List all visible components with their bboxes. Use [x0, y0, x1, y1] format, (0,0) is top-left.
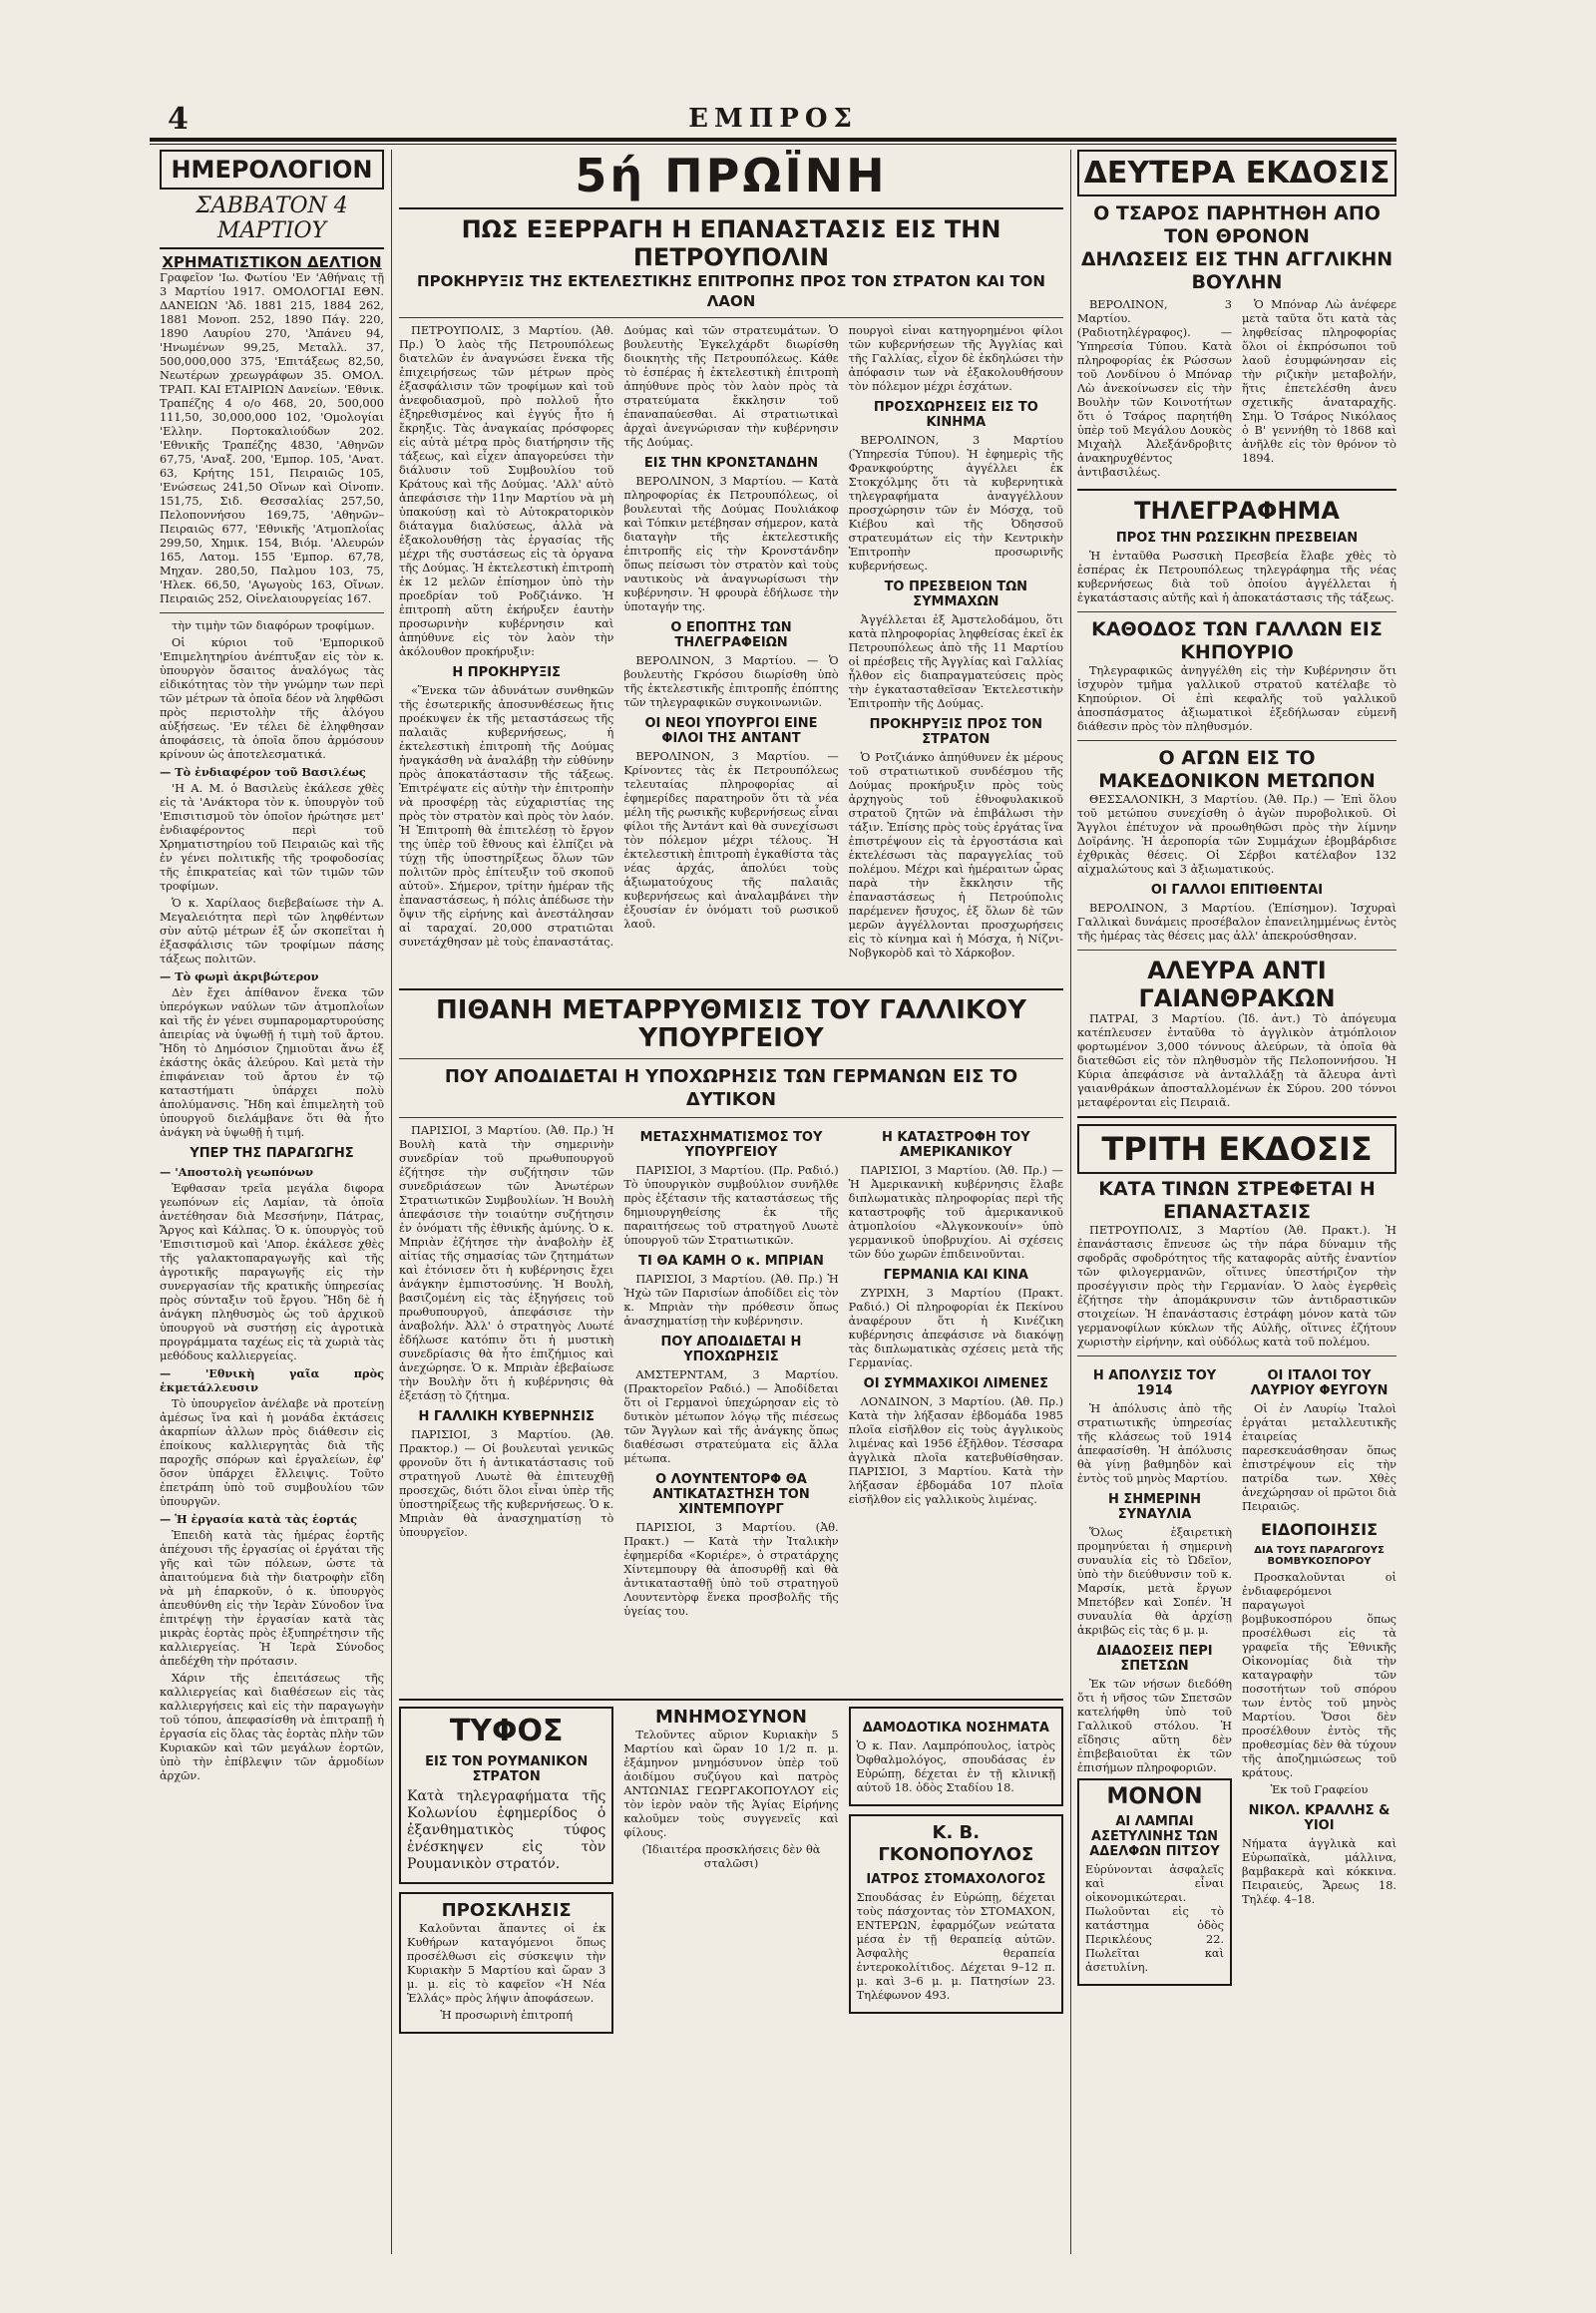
column-divider — [391, 150, 392, 2254]
lower-items — [1077, 1362, 1396, 1986]
divider — [1077, 611, 1396, 612]
article-text: Ἐκ τῶν νήσων διεδόθη ὅτι ἡ νῆσος τῶν Σπετσῶν κατελήφθη ὑπὸ τοῦ Γαλλικοῦ στόλου. Ἡ εἴδησις αὕτη δὲν ἐπιβεβαιοῦται ἐκ τῶν ἐπισήμων πληροφοριῶν. — [1077, 1678, 1232, 1774]
article-text: Σπουδάσας ἐν Εὐρώπῃ, δέχεται τοὺς πάσχοντας τὸν ΣΤΟΜΑΧΟΝ, ΕΝΤΕΡΩΝ, ἐφαρμόζων νεώτατα μέσα ἐν τῇ θεραπείᾳ αὐτῶν. Ἀσφαλὴς θεραπεία ἐντεροκολίτιδος. Δέχεται 9–12 π. μ. καὶ 3–6 μ. μ. Πατησίων 23. Τηλέφωνον 493. — [856, 1891, 1055, 2002]
divider — [1077, 1116, 1396, 1118]
tsar-subcol-1 — [1077, 298, 1232, 483]
article-text: ΒΕΡΟΛΙΝΟΝ, 3 Μαρτίου. — Κρίνοντες τὰς ἐκ Πετρουπόλεως τελευταίας πληροφορίας αἱ ἐφημερίδες παρατηροῦν ὅτι τὰ νέα μέλη τῆς ρωσικῆς κυβερνήσεως εἶναι φίλοι τῆς Ἀντάντ καὶ θὰ συνεχίσωσι τὸν πόλεμον μέχρι τέλους. Ἡ ἐκτελεστικὴ ἐπιτροπὴ ἐγκαθίστα τὰς νέας ἀρχάς, ἀπολύει τοὺς ἀξιωματούχους τῆς παλαιᾶς κυβερνήσεως καὶ ἀναλαμβάνει τὴν ἐξουσίαν ἐν ὀνόματι τοῦ ρωσικοῦ λαοῦ. — [623, 750, 839, 931]
bottom-subcol-1 — [399, 1707, 613, 2125]
article-text: ΒΕΡΟΛΙΝΟΝ, 3 Μαρτίου. — Κατὰ πληροφορίας ἐκ Πετρουπόλεως, οἱ βουλευταὶ τῆς Δούμας Πουλιάκοφ καὶ Τόπκιν μετέβησαν σήμερον, κατὰ διαταγὴν τῆς ἐκτελεστικῆς ἐπιτροπῆς εἰς τὴν Κρονστάνδην ὅπως πείσωσι τὸν στρατὸν καὶ τοὺς ναυτικοὺς νὰ ἀναγνωρίσωσι τὴν κυβέρνησιν. Ἡ φρουρὰ ἐδήλωσε τὴν ὑποταγήν της. — [623, 475, 839, 613]
article-text: Εὐρύνονται ἀσφαλεῖς καὶ εἶναι οἰκονομικώτεραι. Πωλοῦνται εἰς τὸ κατάστημα ὁδὸς Περικλέους 22. Πωλεῖται καὶ ἀσετυλίνη. — [1085, 1863, 1224, 1974]
typhus-box — [399, 1707, 613, 1884]
column-front — [399, 150, 1063, 2254]
front-subcol-1 — [399, 324, 613, 982]
article-text: πουργοὶ εἶναι κατηγορημένοι φίλοι τῶν κυβερνήσεων τῆς Ἀγγλίας καὶ τῆς Γαλλίας, εἶχον δὲ ἐκδηλώσει τὴν ἀπόφασιν των νὰ ἐξακολουθήσουν τὸν πόλεμον μέχρι ἐσχάτων. — [848, 324, 1063, 393]
article-text: Προσκαλοῦνται οἱ ἐνδιαφερόμενοι παραγωγοὶ βομβυκοσπόρου ὅπως προσέλθωσι εἰς τὰ γραφεῖα τῆς Ἐθνικῆς Οἰκονομίας διὰ τὴν καταγραφὴν τῶν ποσοτήτων τοῦ σπόρου των ἐντὸς τοῦ μηνὸς Μαρτίου. Ὅσοι δὲν προσέλθουν ἐντὸς τῆς προθεσμίας δὲν θὰ τύχουν τῆς ἀποζημιώσεως τοῦ κράτους. — [1242, 1571, 1396, 1779]
subheadline: ΠΡΟΚΗΡΥΞΙΣ ΤΗΣ ΕΚΤΕΛΕΣΤΙΚΗΣ ΕΠΙΤΡΟΠΗΣ ΠΡΟΣ ΤΟΝ ΣΤΡΑΤΟΝ ΚΑΙ ΤΟΝ ΛΑΟΝ — [417, 272, 1045, 310]
bottom-ads — [399, 1707, 1063, 2125]
article-text: ΠΑΡΙΣΙΟΙ, 3 Μαρτίου. (Ἀθ. Πρ.) — Ἡ Ἀμερικανικὴ κυβέρνησις ἔλαβε διπλωματικὰς πληροφορίας περὶ τῆς καταστροφῆς τοῦ ἀμερικανικοῦ ἀτμοπλοίου «Ἀλγκονκουίν» ὑπὸ γερμανικοῦ ὑποβρυχίου. Αἱ σχέσεις τῶν δύο χωρῶν ἐπιδεινοῦνται. — [848, 1164, 1063, 1261]
headline: ΠΙΘΑΝΗ ΜΕΤΑΡΡΥΘΜΙΣΙΣ ΤΟΥ ΓΑΛΛΙΚΟΥ ΥΠΟΥΡΓΕΙΟΥ — [436, 995, 1026, 1053]
article-text: τὴν τιμὴν τῶν διαφόρων τροφίμων. — [172, 619, 375, 632]
article-heading: Η ΠΡΟΚΗΡΥΞΙΣ — [452, 665, 562, 680]
edition-title: 5ή ΠΡΩΪΝΗ — [575, 150, 888, 202]
date-line: ΣΑΒΒΑΤΟΝ 4 ΜΑΡΤΙΟΥ — [160, 193, 384, 249]
article-text: Καλοῦνται ἅπαντες οἱ ἐκ Κυθήρων καταγόμενοι ὅπως προσέλθωσι εἰς σύσκεψιν τὴν Κυριακὴν 5 Μαρτίου καὶ ὥραν 3 μ. μ. εἰς τὸ καφεῖον «Ἡ Νέα Ἑλλάς» πρὸς λήψιν ἀποφάσεων. — [407, 1922, 606, 2005]
divider — [399, 988, 1063, 990]
invitation-box — [399, 1892, 613, 2034]
front-subcol-2 — [623, 324, 838, 982]
lamp-ad — [1077, 1778, 1232, 1986]
article-heading: — Τὸ φωμὶ ἀκριβώτερον — [160, 969, 319, 983]
signature: Ἡ προσωρινὴ ἐπιτροπή — [440, 2009, 574, 2022]
headline: Ο ΤΣΑΡΟΣ ΠΑΡΗΤΗΘΗ ΑΠΟ ΤΟΝ ΘΡΟΝΟΝ — [1093, 202, 1381, 247]
article-text: ΒΕΡΟΛΙΝΟΝ, 3 Μαρτίου. (Ραδιοτηλέγραφος). — Ὑπηρεσία Τύπου. Κατὰ πληροφορίας ἐκ Ρώσσων τοῦ Λονδίνου ὁ Μπόναρ Λὼ ἀνεκοίνωσεν εἰς τὴν Βουλὴν τῶν Κοινοτήτων ὅτι ὁ Τσάρος παρητήθη ὑπὲρ τοῦ Μεγάλου Δουκὸς Μιχαὴλ Ἀλεξάνδροβιτς ἀνακηρυχθέντος ἀντιβασιλέως. — [1077, 298, 1232, 479]
article-text: ΛΟΝΔΙΝΟΝ, 3 Μαρτίου. (Ἀθ. Πρ.) Κατὰ τὴν λήξασαν ἑβδομάδα 1985 πλοῖα εἰσῆλθον εἰς τοὺς ἀγγλικοὺς λιμένας καὶ 1956 ἐξῆλθον. Τέσσαρα ἀγγλικὰ πλοῖα κατεβυθίσθησαν. ΠΑΡΙΣΙΟΙ, 3 Μαρτίου. Κατὰ τὴν λήξασαν ἑβδομάδα 107 πλοῖα εἰσῆλθον εἰς γαλλικοὺς λιμένας. — [848, 1395, 1063, 1506]
divider — [399, 207, 1063, 209]
article-heading: ΠΟΥ ΑΠΟΔΙΔΕΤΑΙ Η ΥΠΟΧΩΡΗΣΙΣ — [660, 1335, 802, 1364]
divider — [1077, 740, 1396, 741]
article-text: Δὲν ἔχει ἀπίθανον ἕνεκα τῶν ὑπερόγκων ναύλων τῶν ἀτμοπλοΐων καὶ τῆς ἐν γένει συμπαρομαρτυρούσης ἀπειρίας νὰ ὑψωθῇ ἡ τιμὴ τοῦ ἄρτου. Ἤδη τὸ Δημόσιον ζημιοῦται ἄνω ἐξ ἑκάστης ὀκᾶς ἀλεύρου. Καὶ μετὰ τὴν ἐπιφάνειαν τοῦ ἄρτου ἐν τῷ καταστήματι ὑπάρχει πολὺ ἀπολύμανσις. Ἤδη καὶ ἐπιμελητὴ τοῦ ὑπουργοῦ διελάμβανε ὅτι θὰ ἦτο ἀνάγκη νὰ ὑψωθῇ ἡ τιμή. — [160, 986, 384, 1139]
article-text: Οἱ κύριοι τοῦ 'Εμπορικοῦ 'Επιμελητηρίου ἀνέπτυξαν εἰς τὸν κ. ὑπουργὸν ὅσαιτος ἀναλόγως τὰς εἰδικότητας τὸν τὴν γνώμην των περὶ τῶν μέτρων τὰ ὁποῖα δέον νὰ ληφθῶσι πρὸς περιστολὴν τῆς ἀλόγου αὐξήσεως. 'Εν τέλει δὲ ἐληφθησαν ἀποφάσεις, τὰ ὁποῖα ὅπου ἀρμόσουν κρίνουν ὡς ἀποτελεσματικά. — [160, 636, 384, 761]
article-heading: Κ. Β. ΓΚΟΝΟΠΟΥΛΟΣ — [878, 1822, 1034, 1865]
divider — [1077, 1355, 1396, 1356]
article-subheading: ΠΡΟΣ ΤΗΝ ΡΩΣΣΙΚΗΝ ΠΡΕΣΒΕΙΑΝ — [1115, 531, 1359, 546]
article-text: Οἱ ἐν Λαυρίῳ Ἰταλοὶ ἐργάται μεταλλευτικῆς ἐταιρείας παρεσκευάσθησαν ὅπως ἐπιστρέψουν εἰς τὴν πατρίδα των. Χθὲς ἀνεχώρησαν οἱ πρῶτοι διὰ Πειραιῶς. — [1242, 1402, 1396, 1513]
section-title: ΗΜΕΡΟΛΟΓΙΟΝ — [160, 150, 384, 190]
article-text: ΠΑΤΡΑΙ, 3 Μαρτίου. (Ἰδ. ἀντ.) Τὸ ἀπόγευμα κατέπλευσεν ἐνταῦθα τὸ ἀγγλικὸν ἀτμόπλοιον φορτωμένον 3,000 τόννους ἀλεύρων, τὰ ὁποῖα θὰ διατεθῶσι εἰς τὸν πληθυσμὸν τῆς Πελοποννήσου. Ἡ Κύρια ἀπεφάσισε νὰ ἀνταλλάξῃ τὰ ἄλευρα ἀντὶ γαιανθράκων ἀποσταλλομένων ἐκ Σύρου. 200 τόννοι μεταφέρονται εἰς Πειραιᾶ. — [1077, 1012, 1396, 1109]
article-text: Ὁ Ροτζιάνκο ἀπηύθυνεν ἐκ μέρους τοῦ στρατιωτικοῦ συνδέσμου τῆς Δούμας προκήρυξιν πρὸς τοὺς ἀρχηγοὺς τοῦ ἐθνοφυλακικοῦ στρατοῦ ζητῶν νὰ ἐπιβάλωσι τὴν τάξιν. Ἐπίσης πρὸς τοὺς ἐργάτας ἵνα ἐπιστρέψουν εἰς τὰ ἐργοστάσια καὶ ἐκτελέσωσι τὰς παραγγελίας τοῦ πολέμου. Μέχρι καὶ ἡμέραιτων ὧρας παρὰ τὴν ἔκκλησιν τῆς ἐπαναστάσεως ἡ Πετρούπολις παρέμενεν ἤσυχος, ἐξ ὅλων δὲ τῶν μερῶν ἀγγέλλονται προσχωρήσεις εἰς τὸ κίνημα καὶ ἡ Μόσχα, ἡ Νίζνι-Νοβγκορὸδ καὶ τὸ Χάρκοβον. — [848, 751, 1063, 960]
article-text: Ἐπειδὴ κατὰ τὰς ἡμέρας ἑορτῆς ἀπέχουσι τῆς ἐργασίας οἱ ἐργάται τῆς γῆς καὶ τῶν πόλεων, ὡστε τὰ ἀπαιτούμενα διὰ τὴν διατροφὴν εἴδη νὰ μὴ ἐπαρκοῦν, ὁ κ. ὑπουργὸς ἀπευθύνθη εἰς τὴν Ἱερὰν Σύνοδον ἵνα ἐπιτρέψῃ τὴν ἐργασίαν κατὰ τὰς μικρὰς ἑορτὰς πρὸς ἐξυπηρέτησιν τῆς καλλιεργείας. Ἡ Ἱερὰ Σύνοδος ἀπεδέχθη τὴν πρότασιν. — [160, 1529, 384, 1668]
article-text: ΠΕΤΡΟΥΠΟΛΙΣ, 3 Μαρτίου (Ἀθ. Πρακτ.). Ἡ ἐπανάστασις ἔπνευσε ὡς τὴν πάρα δύναμιν τῆς σφοδρᾶς σφοδρότητος τῆς καταφορᾶς αὐτῆς ἐναντίον τῶν φιλογερμανῶν, οἵτινες ὑπεστήριζον τὴν προσέγγισιν πρὸς τὴν Γερμανίαν. Ὁ λαὸς ἐγερθεὶς ἐζήτησε τὴν ἀπομάκρυνσιν τῶν ἀντιδραστικῶν στοιχείων. Ἡ ἐπανάστασις ἐστράφη μόνον κατὰ τῶν γερμανοφίλων κύκλων τῆς Αὐλῆς, οἵτινες ἐζήτουν χωριστὴν εἰρήνην, καὶ οὐδόλως κατὰ τοῦ πολέμου. — [1077, 1224, 1396, 1349]
article-text: Ὁ κ. Παν. Λαμπρόπουλος, ἰατρὸς Ὀφθαλμολόγος, σπουδάσας ἐν Εὐρώπῃ, δέχεται ἐν τῇ κλινικῇ αὐτοῦ 18. ὁδὸς Σταδίου 18. — [856, 1739, 1055, 1794]
article-heading: ΜΝΗΜΟΣΥΝΟΝ — [654, 1707, 807, 1728]
edition-title: ΔΕΥΤΕΡΑ ΕΚΔΟΣΙΣ — [1077, 150, 1396, 196]
subheadline: ΔΗΛΩΣΕΙΣ ΕΙΣ ΤΗΝ ΑΓΓΛΙΚΗΝ ΒΟΥΛΗΝ — [1080, 248, 1394, 293]
bottom-subcol-2 — [623, 1707, 838, 2125]
article-heading: ΟΙ ΣΥΜΜΑΧΙΚΟΙ ΛΙΜΕΝΕΣ — [863, 1376, 1048, 1391]
lower-subcol-2 — [1242, 1362, 1396, 1986]
article-heading: — Τὸ ἐνδιαφέρον τοῦ Βασιλέως — [160, 765, 366, 779]
masthead — [150, 96, 1396, 136]
article-heading: Ο ΑΓΩΝ ΕΙΣ ΤΟ ΜΑΚΕΔΟΝΙΚΟΝ ΜΕΤΩΠΟΝ — [1098, 747, 1376, 792]
headline: ΚΑΤΑ ΤΙΝΩΝ ΣΤΡΕΦΕΤΑΙ Η ΕΠΑΝΑΣΤΑΣΙΣ — [1098, 1178, 1376, 1223]
article-heading: ΤΥΦΟΣ — [449, 1714, 564, 1748]
article-subheading: ΔΙΑ ΤΟΥΣ ΠΑΡΑΓΩΓΟΥΣ ΒΟΜΒΥΚΟΣΠΟΡΟΥ — [1254, 1545, 1385, 1567]
article-text: Τελοῦντες αὔριον Κυριακὴν 5 Μαρτίου καὶ ὥραν 10 1/2 π. μ. ἑξάμηνον μνημόσυνον ὑπὲρ τοῦ ἀοιδίμου συζύγου καὶ πατρὸς ΑΝΤΩΝΙΑΣ ΓΕΩΡΓΑΚΟΠΟΥΛΟΥ εἰς τὸν ἱερὸν ναὸν τῆς Ἁγίας Εἰρήνης καλοῦμεν τοὺς συγγενεῖς καὶ φίλους. — [623, 1729, 839, 1839]
article-text: ΖΥΡΙΧΗ, 3 Μαρτίου (Πρακτ. Ραδιό.) Οἱ πληροφορίαι ἐκ Πεκίνου ἀναφέρουν ὅτι ἡ Κινέζικη κυβέρνησις ἀπεφάσισε νὰ διακόψῃ τὰς διπλωματικὰς σχέσεις μετὰ τῆς Γερμανίας. — [848, 1287, 1063, 1369]
masthead-rule-thin — [150, 144, 1396, 145]
article-heading: ΤΙ ΘΑ ΚΑΜΗ Ο κ. ΜΠΡΙΑΝ — [638, 1254, 824, 1269]
article-text: Τηλεγραφικῶς ἀνηγγέλθη εἰς τὴν Κυβέρνησιν ὅτι ἰσχυρὸν τμῆμα γαλλικοῦ στρατοῦ κατέλαβε τὸ Κηπούριον. Οἱ ἐπὶ κεφαλῆς τοῦ γαλλικοῦ ἀποσπάσματος ἀξιωματικοὶ ἐξεδήλωσαν εὐμενῆ διάθεσιν πρὸς τὸν πληθυσμόν. — [1077, 664, 1396, 733]
divider — [1077, 950, 1396, 951]
article-heading: Η ΚΑΤΑΣΤΡΟΦΗ ΤΟΥ ΑΜΕΡΙΚΑΝΙΚΟΥ — [882, 1130, 1030, 1160]
doctor-ad — [849, 1707, 1063, 1806]
divider — [399, 1117, 1063, 1118]
article-heading: Η ΓΑΛΛΙΚΗ ΚΥΒΕΡΝΗΣΙΣ — [418, 1409, 595, 1424]
article-heading: Η ΣΗΜΕΡΙΝΗ ΣΥΝΑΥΛΙΑ — [1107, 1492, 1202, 1522]
article-text: ΠΕΤΡΟΥΠΟΛΙΣ, 3 Μαρτίου. (Ἀθ. Πρ.) Ὁ λαὸς τῆς Πετρουπόλεως διατελῶν ἐν ἀναγνώσει ἕνεκα τῆς ἐπιχειρήσεως τῶν μέτρων πρὸς ἐξασφάλισιν τῶν τροφίμων καὶ τοῦ ἀνεφοδιασμοῦ, πρὸ πολλοῦ ἦτο ἐξηρεθισμένος καὶ ἐγγύς ἦτο ἡ ἔκρηξις. Τὰς ἀναγκαίας πρόσφορες εἰς αὐτὰ μέτρα πρὸς διατήρησιν τῆς τάξεως, καὶ εἶχεν ἀπαγορεύσει τὴν διάλυσιν τοῦ Συμβουλίου τοῦ Κράτους καὶ τῆς Δούμας. 'Αλλ' αὐτὸ ἀπεφάσισε τὴν 11ην Μαρτίου νὰ μὴ ὑπακούσῃ καὶ τὸ Αὐτοκρατορικὸν διάταγμα διαλύσεως, ἀλλὰ νὰ ἐξακολουθήσῃ τὰς ἐργασίας τῆς μέχρι τῆς συστάσεως εἰς τὰ ὀργανα τῆς Δούμας. Ἡ ἐκτελεστικὴ ἐπιτροπὴ ἐκ 12 μελῶν ἐπίσημον ὑπὸ τὴν προεδρίαν τοῦ Ροδζιάνκο. Ἡ ἐπιτροπὴ αὕτη ἐκήρυξεν ἑαυτὴν προσωρινὴν κυβέρνησιν καὶ ἀπηύθυνε εἰς τὸν λαὸν τὴν ἀκόλουθον προκήρυξιν: — [399, 324, 614, 658]
article-heading: ΜΟΝΟΝ — [1106, 1784, 1203, 1809]
article-text: Δούμας καὶ τῶν στρατευμάτων. Ὁ βουλευτὴς Ἐγκελχάρδτ διωρίσθη διοικητὴς τῆς Πετρουπόλεως. Κάθε τὸ ἑσπέρας ἡ ἐκτελεστικὴ ἐπιτροπὴ ἀπηύθυνε πρὸς τὸν λαὸν πρὸς τὰ στρατεύματα ἔκκλησιν τοῦ ἐπαναπαύεσθαι. Αἱ στρατιωτικαὶ ἀρχαὶ ἀνεγνώρισαν τὴν κυβέρνησιν τῆς Δούμας. — [623, 324, 839, 449]
market-text: Γραφεῖον 'Ιω. Φωτίου 'Εν 'Αθήναις τῇ 3 Μαρτίου 1917. ΟΜΟΛΟΓΙΑΙ ΕΘΝ. ΔΑΝΕΙΩΝ 'Ἀδ. 1881 215, 1884 262, 1881 Μονοπ. 252, 1890 Πάγ. 220, 1890 Λαυρίου 270, 'Ἀπάνευ 94, 'Ηνωμένων 99,25, Μεταλλ. 37, 500,000,000 375, 'Επιτάξεως 82,50, Νεωτέρων χρεωγράφων 35. ΟΜΟΛ. ΤΡΑΠ. ΚΑΙ ΕΤΑΙΡΙΩΝ Δανείων. 'Εθνικ. Τραπέζης 4 ο/ο 468, 20, 500,000 111,50, 30,000,000 102, 'Ομολογίαι 'Ελλην. Πορτοκαλιούδων 202. 'Εθνικῆς Τραπέζης 4830, 'Αθηνῶν 67,75, 'Αναξ. 200, 'Εμπορ. 105, 'Ανατ. 63, Κρήτης 151, Πειραιῶς 105, 'Ενώσεως 241,50 Οἴνων καὶ Οἰνοπν. 151,75, Σιδ. Θεσσαλίας 257,50, Πελοποννήσου 169,75, 'Αθηνῶν–Πειραιῶς 677, 'Εθνικῆς 'Ατμοπλοΐας 299,50, Χημικ. 154, Βιόμ. 'Αλευρών 165, Λατομ. 155 'Εμπορ. 67,78, Μηχαν. 280,50, Παλμου 103, 75, 'Ηλεκ. 66,50, 'Αγωγοὺς 163, Οἴνων. Πειραιῶς 252, Οἰνελαιουργείας 167. — [160, 271, 384, 605]
article-heading: Ο ΛΟΥΝΤΕΝΤΟΡΦ ΘΑ ΑΝΤΙΚΑΤΑΣΤΗΣΗ ΤΟΝ ΧΙΝΤΕΜΠΟΥΡΓ — [652, 1472, 810, 1517]
divider — [399, 1058, 1063, 1059]
lower-subcol-1 — [1077, 1362, 1232, 1986]
article-subheading: ΙΑΤΡΟΣ ΣΤΟΜΑΧΟΛΟΓΟΣ — [866, 1872, 1046, 1887]
tsar-article — [1077, 298, 1396, 483]
article-heading: Η ΑΠΟΛΥΣΙΣ ΤΟΥ 1914 — [1092, 1368, 1217, 1398]
france-subcol-3 — [849, 1124, 1063, 1693]
bottom-subcol-3 — [849, 1707, 1063, 2125]
article-text: ΒΕΡΟΛΙΝΟΝ, 3 Μαρτίου. — Ὁ βουλευτὴς Γκρόσου διωρίσθη ὑπὸ τῆς ἐκτελεστικῆς ἐπιτροπῆς ἐπόπτης τῶν τηλεγραφικῶν συγκοινωνιῶν. — [623, 654, 839, 709]
article-heading: — Ἡ ἐργασία κατὰ τὰς ἑορτάς — [160, 1512, 358, 1526]
masthead-rule — [150, 138, 1396, 142]
article-heading: Ο ΕΠΟΠΤΗΣ ΤΩΝ ΤΗΛΕΓΡΑΦΕΙΩΝ — [670, 620, 792, 650]
divider — [399, 317, 1063, 318]
article-heading: ΝΙΚΟΛ. ΚΡΑΛΛΗΣ & ΥΙΟΙ — [1248, 1803, 1391, 1833]
france-article — [399, 1124, 1063, 1693]
article-heading: — 'Αποστολὴ γεωπόνων — [160, 1165, 314, 1179]
article-text: ΒΕΡΟΛΙΝΟΝ, 3 Μαρτίου (Ὑπηρεσία Τύπου). Ἡ ἐφημερὶς τῆς Φρανκφούρτης ἀγγέλλει ἐκ Στοκχόλμης ὅτι τὰ κυβερνητικὰ τηλεγραφήματα ἀναγγέλλουν προσχώρησιν τῶν ἐν Μόσχᾳ, τοῦ Κιέβου καὶ τῆς Ὀδησσοῦ στρατευμάτων εἰς τὴν Κεντρικὴν Ἐπιτροπὴν προσωρινῆς κυβερνήσεως. — [848, 434, 1063, 573]
headline: ΠΩΣ ΕΞΕΡΡΑΓΗ Η ΕΠΑΝΑΣΤΑΣΙΣ ΕΙΣ ΤΗΝ ΠΕΤΡΟΥΠΟΛΙΝ — [461, 215, 1001, 271]
article-text: Ἡ ἐνταῦθα Ρωσσικὴ Πρεσβεία ἔλαβε χθὲς τὸ ἑσπέρας ἐκ Πετρουπόλεως τηλεγράφημα τῆς νέας κυβερνήσεως διὰ τοῦ ὁποίου ἀγγέλλεται ἡ ἐγκατάστασις αὐτῆς καὶ ἡ ἀποκατάστασις τῆς τάξεως. — [1077, 550, 1396, 604]
column-calendar — [160, 150, 384, 2254]
article-subheading: ΕΙΣ ΤΟΝ ΡΟΥΜΑΝΙΚΟΝ ΣΤΡΑΤΟΝ — [425, 1754, 589, 1784]
article-text: Ὅλως ἐξαιρετικὴ προμηνύεται ἡ σημερινὴ συναυλία εἰς τὸ Ὠδεῖον, ὑπὸ τὴν διεύθυνσιν τοῦ κ. Μαρσίκ, μετὰ ἔργων Μπετόβεν καὶ Σοπέν. Ἡ συναυλία θὰ ἀρχίσῃ ἀκριβῶς εἰς τὰς 6 μ. μ. — [1077, 1526, 1232, 1637]
article-subheading: ΑΙ ΛΑΜΠΑΙ ΑΣΕΤΥΛΙΝΗΣ ΤΩΝ ΑΔΕΛΦΩΝ ΠΙΤΣΟΥ — [1089, 1814, 1220, 1859]
article-text: Κατὰ τηλεγραφήματα τῆς Κολωνίου ἐφημερίδος ὁ ἐξανθηματικὸς τύφος ἐνέσκηψεν εἰς τὸν Ρουμανικὸν στρατόν. — [407, 1788, 606, 1872]
article-text: ΠΑΡΙΣΙΟΙ, 3 Μαρτίου. (Πρ. Ραδιό.) Τὸ ὑπουργικὸν συμβούλιον συνῆλθε πρὸς ἐξέτασιν τῆς καταστάσεως τῆς δημιουργηθείσης ἐκ τῆς παραιτήσεως τοῦ στρατηγοῦ Λυωτὲ ὑπουργοῦ τῶν Στρατιωτικῶν. — [623, 1164, 839, 1247]
article-text: Χάριν τῆς ἐπειτάσεως τῆς καλλιεργείας καὶ διαθέσεων εἰς τὰς καλλιεργήσεις καὶ εἰς τὴν παραγωγὴν τοῦ τόπου, ἀπεφασίσθη νὰ ἐπιτραπῇ ἡ ἐργασία εἰς ὅλας τὰς ἑορτὰς πλὴν τῶν Κυριακῶν καὶ τῶν μεγάλων ἑορτῶν, ὑπὸ τὴν ἐπίβλεψιν τῶν ἀρμοδίων ἀρχῶν. — [160, 1672, 384, 1782]
market-title: ΧΡΗΜΑΤΙΣΤΙΚΟΝ ΔΕΛΤΙΟΝ — [162, 253, 382, 271]
france-subcol-1 — [399, 1124, 613, 1693]
article-text: Ὁ κ. Χαρίλαος διεβεβαίωσε τὴν Α. Μεγαλειότητα περὶ τῶν ληφθέντων σὺν αὐτῷ μέτρων ἐξ ὧν σκοπεῖται ἡ ἐξασφάλισις τῶν τροφίμων πάσης τάξεως πολιτῶν. — [160, 897, 384, 965]
article-heading: ΟΙ ΝΕΟΙ ΥΠΟΥΡΓΟΙ ΕΙΝΕ ΦΙΛΟΙ ΤΗΣ ΑΝΤΑΝΤ — [644, 716, 818, 746]
article-heading: — 'Εθνικὴ γαῖα πρὸς ἐκμετάλλευσιν — [160, 1366, 384, 1394]
divider — [160, 612, 384, 613]
article-text: ΠΑΡΙΣΙΟΙ, 3 Μαρτίου. (Ἀθ. Πρ.) Ἡ Ἠχὼ τῶν Παρισίων ἀποδίδει εἰς τὸν κ. Μπριὰν τὴν πρόθεσιν ὅπως ἀνασχηματίσῃ τὴν κυβέρνησιν. — [623, 1273, 839, 1328]
article-text: «Ἕνεκα τῶν ἀδυνάτων συνθηκῶν τῆς ἐσωτερικῆς ἀποσυνθέσεως ἥτις προέκυψεν ἐκ τῆς μεταστάσεως τῆς παλαιᾶς κυβερνήσεως, ἡ ἐκτελεστικὴ ἐπιτροπὴ τῆς Δούμας ἠναγκάσθη νὰ ἀναλάβῃ τὴν εὐθύνην πρὸς ἀποκατάστασιν τῆς τάξεως. Ἐπιτρέψατε εἰς αὐτὴν τὴν ἐπιτροπὴν νὰ προσφέρῃ τὰς εὐχαριστίας της πρὸς τὸν στρατὸν καὶ πρὸς τὸν λαόν. Ἡ Ἐπιτροπὴ θὰ ἐπιτελέσῃ τὸ ἔργον της ὑπὲρ τοῦ ἔθνους καὶ ἐλπίζει νὰ τύχῃ τῆς ὑποστηρίξεως ὅλων τῶν πολιτῶν πρὸς ἐπίτευξιν τοῦ σκοποῦ αὐτοῦ». Σήμερον, τρίτην ἡμέραν τῆς ἐπαναστάσεως, ἡ πόλις ἀπέδωσε τὴν ὄψιν τῆς εἰρήνης καὶ ἀνεστάλησαν αἱ ταραχαί. 20,000 στρατιῶται συνετάχθησαν μὲ τοὺς ἐπαναστάτας. — [399, 684, 614, 949]
article-text: Τὸ ὑπουργεῖον ἀνέλαβε νὰ προτείνῃ ἀμέσως ἵνα καὶ ἡ μονάδα ἐκτάσεις ἀκαρπίων ἀλλων πρὸς διάθεσιν εἰς ἐποίκους καλλιεργητὰς διὰ τῆς παροχῆς σπόρων καὶ ἐργαλείων, ἐφ' ὅσον ὑπάρχει ἔλλειψις. Τοῦτο ἐπετράπη ὑπὸ τοῦ συμβουλίου τῶν ὑπουργῶν. — [160, 1397, 384, 1508]
article-text: Νήματα ἀγγλικὰ καὶ Εὐρωπαϊκὰ, μάλλινα, βαμβακερὰ καὶ κόκκινα. Πειραιεύς, Ἄρεως 18. Τηλέφ. 4–18. — [1242, 1837, 1396, 1906]
article-heading: ΑΛΕΥΡΑ ΑΝΤΙ ΓΑΙΑΝΘΡΑΚΩΝ — [1138, 957, 1336, 1012]
article-heading: ΕΙΔΟΠΟΙΗΣΙΣ — [1260, 1520, 1378, 1539]
tsar-subcol-2 — [1242, 298, 1396, 483]
article-text: 'Η Α. Μ. ὁ Βασιλεὺς ἐκάλεσε χθὲς εἰς τὰ 'Ανάκτορα τὸν κ. ὑπουργὸν τοῦ 'Επισιτισμοῦ τὸν ὁποῖον ἠρώτησε μετ' ἐνδιαφέροντος περὶ τοῦ Χρηματιστηρίου τοῦ Πειραιῶς καὶ τῆς ἐν γένει πολιτικῆς τῆς τροφοδοσίας τῆς ἐπικρατείας καὶ τῶν τιμῶν τῶν τροφίμων. — [160, 782, 384, 893]
article-text: Ὁ Μπόναρ Λὼ ἀνέφερε μετὰ ταῦτα ὅτι κατὰ τὰς ληφθείσας πληροφορίας ὅλοι οἱ ἐκπρόσωποι τοῦ λαοῦ ἐσυμφώνησαν εἰς τὴν ριζικὴν μεταβολήν, ἥτις ἐπετελέσθη ἀνευ σχετικῆς ἀναταραχῆς. Σημ. Ὁ Τσάρος Νικόλαος ὁ Β' γεννήθη τὸ 1868 καὶ ἀνῆλθε εἰς τὸν θρόνον τὸ 1894. — [1242, 298, 1396, 465]
article-heading: ΔΙΑΔΟΣΕΙΣ ΠΕΡΙ ΣΠΕΤΣΩΝ — [1096, 1644, 1213, 1674]
article-text: ΑΜΣΤΕΡΝΤΑΜ, 3 Μαρτίου. (Πρακτορεῖον Ραδιό.) — Ἀποδίδεται ὅτι οἱ Γερμανοὶ ὑπεχώρησαν εἰς τὸ δυτικὸν μέτωπον λόγῳ τῆς πιέσεως τῶν Ἄγγλων καὶ τῆς ἀνάγκης ὅπως διαθέσωσι στρατεύματα εἰς ἄλλα μέτωπα. — [623, 1368, 839, 1465]
article-text: ΠΑΡΙΣΙΟΙ, 3 Μαρτίου. (Ἀθ. Πρακτ.) — Κατὰ τὴν Ἱταλικὴν ἐφημερίδα «Κοριέρε», ὁ στρατάρχης Χίντεμπουργ θὰ ἀποσυρθῇ καὶ θὰ ἀντικατασταθῇ ὑπὸ τοῦ στρατηγοῦ Λουντεντὸρφ ἕνεκα προσβολῆς τῆς ὑγείας του. — [623, 1521, 839, 1618]
article-text: Ἀγγέλλεται ἐξ Ἀμστελοδάμου, ὅτι κατὰ πληροφορίας ληφθείσας ἐκεῖ ἐκ Πετρουπόλεως ἀπὸ τῆς 11 Μαρτίου οἱ πρέσβεις τῆς Ἀγγλίας καὶ Γαλλίας ἦλθον εἰς διαπραγματεύσεις πρὸς τὴν ἐγκατασταθεῖσαν Ἐκτελεστικὴν Ἐπιτροπὴν τῆς Δούμας. — [848, 613, 1063, 710]
front-subcol-3 — [849, 324, 1063, 982]
signature: (Ἰδιαιτέρα προσκλήσεις δὲν θὰ σταλῶσι) — [641, 1843, 821, 1870]
front-article — [399, 324, 1063, 982]
column-divider — [1070, 150, 1071, 2254]
divider — [399, 1699, 1063, 1701]
column-editions — [1077, 150, 1396, 2254]
page-number: 4 — [168, 102, 189, 137]
article-heading: ΔΑΜΟΔΟΤΙΚΑ ΝΟΣΗΜΑΤΑ — [862, 1721, 1049, 1735]
article-heading: ΟΙ ΙΤΑΛΟΙ ΤΟΥ ΛΑΥΡΙΟΥ ΦΕΥΓΟΥΝ — [1250, 1368, 1389, 1398]
article-heading: ΠΡΟΣΧΩΡΗΣΕΙΣ ΕΙΣ ΤΟ ΚΙΝΗΜΑ — [873, 400, 1038, 430]
article-heading: ΟΙ ΓΑΛΛΟΙ ΕΠΙΤΙΘΕΝΤΑΙ — [1150, 883, 1324, 898]
article-heading: ΠΡΟΚΗΡΥΞΙΣ ΠΡΟΣ ΤΟΝ ΣΤΡΑΤΟΝ — [869, 717, 1043, 747]
article-heading: ΠΡΟΣΚΛΗΣΙΣ — [441, 1900, 572, 1921]
article-text: Ἐφθασαν τρεῖα μεγάλα διφορα γεωπόνων εἰς Λαμίαν, τὰ ὁποῖα ἀνετέθησαν διὰ Μεσσήνην, Πάτρας, Ἄργος καὶ Κάλπας. Ὁ κ. ὑπουργὸς τοῦ 'Επισιτισμοῦ καὶ 'Απορ. ἐκάλεσε χθὲς τῆς γαλακτοπαραγωγῆς καὶ τῆς ἀγροτικῆς παραγωγῆς εἰς τὴν συνεργασίαν τῆς κρατικῆς ὑπηρεσίας πρὸς σύνταξιν τοῦ ἔργου. Ἤδη δὲ ἡ ἀνάγκη πληθυσμὸς ὡς τοῦ ἀρχικοῦ ὑπουργοῦ νὰ συστήσῃ εἰς ἀγροτικὰ προγράμματα ταχέως εἰς τὰ χωριὰ τὰς μεθόδους καλλιεργείας. — [160, 1182, 384, 1362]
article-heading: ΜΕΤΑΣΧΗΜΑΤΙΣΜΟΣ ΤΟΥ ΥΠΟΥΡΓΕΙΟΥ — [639, 1130, 823, 1160]
article-heading: ΕΙΣ ΤΗΝ ΚΡΟΝΣΤΑΝΔΗΝ — [643, 456, 819, 471]
article-heading: ΚΑΘΟΔΟΣ ΤΩΝ ΓΑΛΛΩΝ ΕΙΣ ΚΗΠΟΥΡΙΟ — [1091, 618, 1383, 663]
article-text: ΠΑΡΙΣΙΟΙ, 3 Μαρτίου. (Ἀθ. Πρ.) Ἡ Βουλὴ κατὰ τὴν σημερινὴν συνεδρίαν τοῦ πρωθυπουργοῦ ἐζήτησε τὴν συζήτησιν τῶν συνεδριάσεων τῶν Ἀνωτέρων Στρατιωτικῶν Συμβουλίων. Ἡ Βουλὴ ἀπεφάσισε τὴν τοιαύτην συζήτησιν ἐν ὀνόματι τῆς ἐθνικῆς ἀμύνης. Ὁ κ. Μπριὰν ἐζήτησε τὴν ἀναβολὴν ἐξ αἰτίας τῆς σημασίας τῶν ζητημάτων καὶ ἐτόνισεν ὅτι ἡ κυβέρνησις ἔχει ἀνάγκην ἐμπιστοσύνης. Ἡ Βουλὴ, βασιζομένη εἰς τὰς ἐξηγήσεις τοῦ πρωθυπουργοῦ, ἀπεφάσισε τὴν ἀναβολήν. Ἀλλ' ὁ στρατηγὸς Λυωτέ ἐδήλωσε κατόπιν ὅτι ἡ μυστικὴ συνεδρίασις θὰ ἦτο ἐπιζήμιος καὶ ἀνεχώρησε. Ὁ κ. Μπριὰν ἐβεβαίωσε τὴν Βουλὴν ὅτι ἡ κυβέρνησις θὰ ἐξετάσῃ τὸ ζήτημα. — [399, 1124, 614, 1402]
france-subcol-2 — [623, 1124, 838, 1693]
article-heading: ΓΕΡΜΑΝΙΑ ΚΑΙ ΚΙΝΑ — [883, 1268, 1028, 1283]
article-text: ΠΑΡΙΣΙΟΙ, 3 Μαρτίου. (Ἀθ. Πρακτορ.) — Οἱ βουλευταὶ γενικῶς φρονοῦν ὅτι ἡ ἀντικατάστασις τοῦ στρατηγοῦ Λυωτὲ θὰ ἐπιτευχθῇ προσεχῶς, διότι ὅλοι εἶναι ὑπὲρ τῆς ὑποστηρίξεως τῆς κυβερνήσεως. Ὁ κ. Μπριὰν θὰ ἀνασχηματίσῃ τὸ ὑπουργεῖον. — [399, 1428, 614, 1539]
edition-title: ΤΡΙΤΗ ΕΚΔΟΣΙΣ — [1077, 1124, 1396, 1174]
section-heading: ΥΠΕΡ ΤΗΣ ΠΑΡΑΓΩΓΗΣ — [190, 1146, 354, 1161]
doctor-ad-2 — [849, 1814, 1063, 2014]
article-text: ΒΕΡΟΛΙΝΟΝ, 3 Μαρτίου. (Ἐπίσημον). Ἰσχυραὶ Γαλλικαὶ δυνάμεις προσέβαλον ἐπανειλημμένως ἐντὸς τῆς ἡμέρας τὰς θέσεις μας ἀλλ' ἀπεκρούσθησαν. — [1077, 902, 1396, 943]
divider — [1077, 489, 1396, 491]
subheadline: ΠΟΥ ΑΠΟΔΙΔΕΤΑΙ Η ΥΠΟΧΩΡΗΣΙΣ ΤΩΝ ΓΕΡΜΑΝΩΝ ΕΙΣ ΤΟ ΔΥΤΙΚΟΝ — [444, 1066, 1018, 1110]
newspaper-name: ΕΜΠΡΟΣ — [688, 104, 858, 134]
article-heading: ΤΗΛΕΓΡΑΦΗΜΑ — [1134, 497, 1340, 525]
article-text: ΘΕΣΣΑΛΟΝΙΚΗ, 3 Μαρτίου. (Ἀθ. Πρ.) — Ἐπὶ ὅλου τοῦ μετώπου συνεχίσθη ὁ ἀγὼν πυροβολικοῦ. Οἱ Ἄγγλοι ἐπέτυχον νὰ προωθηθῶσι πρὸς τὴν λίμνην Δοϊράνης. Ἡ ἀεροπορία τῶν Συμμάχων ἐβομβάρδισε ἐχθρικὰς θέσεις. Οἱ Σέρβοι κατέλαβον 132 αἰχμαλώτους καὶ 3 ἀξιωματικούς. — [1077, 793, 1396, 876]
signature: Ἐκ τοῦ Γραφείου — [1270, 1783, 1369, 1796]
article-text: Ἡ ἀπόλυσις ἀπὸ τῆς στρατιωτικῆς ὑπηρεσίας τῆς κλάσεως τοῦ 1914 ἀπεφασίσθη. Ἡ ἀπόλυσις θὰ γίνῃ βαθμηδὸν καὶ ἐντὸς τοῦ μηνὸς Μαρτίου. — [1077, 1402, 1232, 1485]
article-heading: ΤΟ ΠΡΕΣΒΕΙΟΝ ΤΩΝ ΣΥΜΜΑΧΩΝ — [884, 579, 1028, 609]
